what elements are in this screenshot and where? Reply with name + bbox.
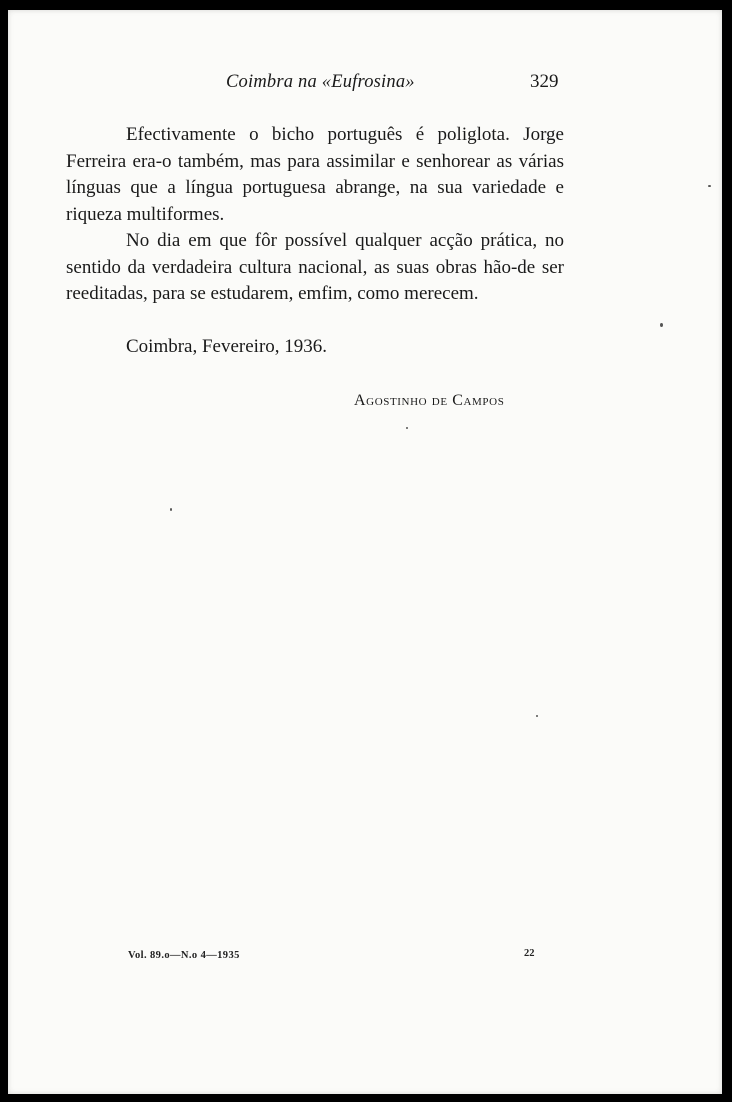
scan-speck [660,323,663,327]
running-head [8,72,722,102]
author-signature: Agostinho de Campos [354,392,505,409]
scan-speck [170,508,172,511]
running-title: Coimbra na «Eufrosina» [226,72,415,92]
paragraph-2: No dia em que fôr possível qualquer acção prática, no sentido da verdadeira cultura nacional, as suas obras hão-de ser reeditadas, para se estudarem, emfim, como merecem. [66,230,564,304]
scan-speck [536,715,538,717]
signature-mark: 22 [524,948,535,959]
place-date: Coimbra, Fevereiro, 1936. [126,336,328,357]
volume-line: Vol. 89.o—N.o 4—1935 [128,950,240,961]
book-page [8,10,722,1094]
page-number: 329 [530,71,559,92]
scan-speck [708,185,711,187]
scan-speck [406,427,408,429]
body-text [66,122,564,308]
paragraph-1: Efectivamente o bicho português é poliglota. Jorge Ferreira era-o também, mas para assimilar e senhorear as várias línguas que a língua portuguesa abrange, na sua variedade e riqueza multiformes. [66,124,564,225]
